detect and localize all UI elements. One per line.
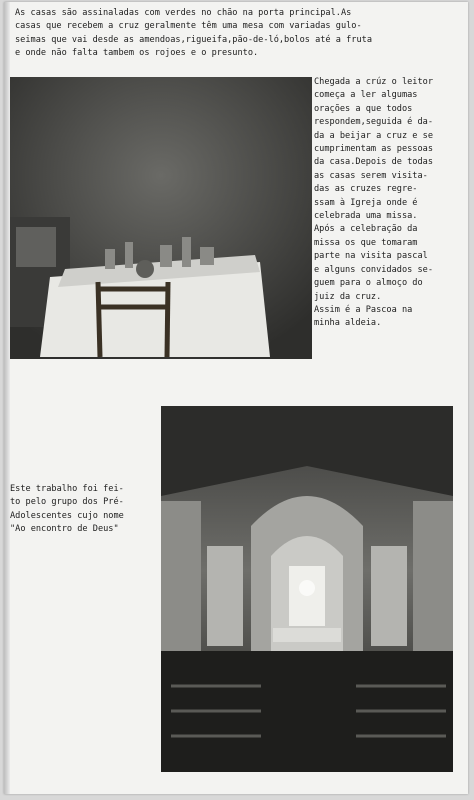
top-paragraph <box>15 7 372 61</box>
text-line: Chegada a crúz o leitor <box>314 77 433 87</box>
text-line: e alguns convidados se- <box>314 264 433 275</box>
text-line: as casas serem visita- <box>314 170 428 181</box>
text-line: cumprimentam as pessoas <box>314 144 433 155</box>
text-line: seimas que vai desde as amendoas,rigueifa,pão-de-ló,bolos até a fruta <box>15 34 372 45</box>
photo-table-with-food <box>10 77 312 359</box>
text-line: guem para o almoço do <box>314 278 423 289</box>
text-line: e onde não falta tambem os rojoes e o presunto. <box>15 48 259 59</box>
photo-church-interior <box>161 406 453 772</box>
text-line: "Ao encontro de Deus" <box>10 524 119 535</box>
text-line: ssam à Igreja onde é <box>314 197 418 208</box>
text-line: casas que recebem a cruz geralmente têm uma mesa com variadas gulo- <box>15 21 362 32</box>
text-line: Assim é a Pascoa na <box>314 304 413 315</box>
text-line: orações a que todos <box>314 103 413 114</box>
text-line: celebrada uma missa. <box>314 211 418 222</box>
text-line: juiz da cruz. <box>314 291 382 302</box>
text-line: das as cruzes regre- <box>314 184 418 195</box>
text-line: missa os que tomaram <box>314 237 418 248</box>
text-line: respondem,seguida é da- <box>314 117 433 128</box>
text-line: As casas são assinaladas com verdes no chão na porta principal.As <box>15 8 352 18</box>
right-column-text <box>314 76 433 331</box>
text-line: to pelo grupo dos Pré- <box>10 497 124 508</box>
text-line: Após a celebração da <box>314 224 418 235</box>
text-line: minha aldeia. <box>314 318 382 329</box>
text-line: começa a ler algumas <box>314 90 418 101</box>
text-line: Adolescentes cujo nome <box>10 510 124 521</box>
text-line: Este trabalho foi fei- <box>10 484 124 494</box>
text-line: parte na visita pascal <box>314 251 428 262</box>
text-line: da a beijar a cruz e se <box>314 130 433 141</box>
credits-note <box>10 483 124 537</box>
text-line: da casa.Depois de todas <box>314 157 433 168</box>
